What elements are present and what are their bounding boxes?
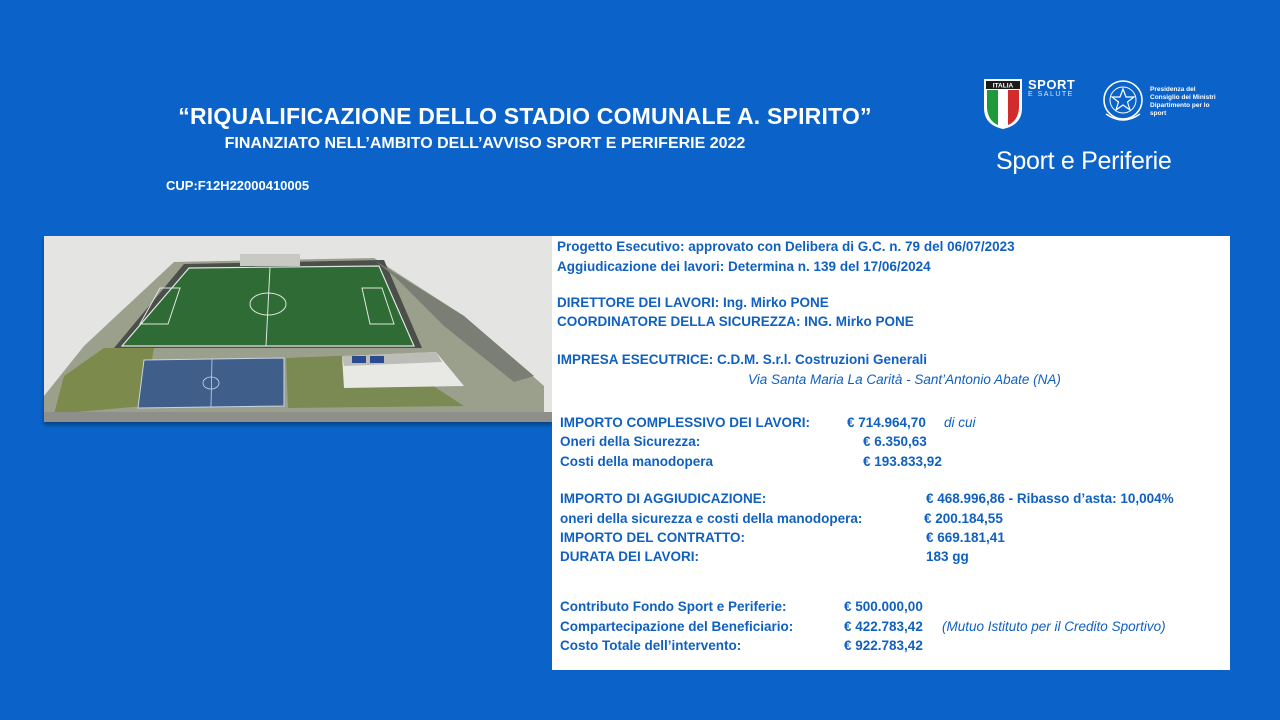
cup-code: CUP:F12H22000410005 [166, 178, 310, 193]
contributo-fondo-value: € 500.000,00 [844, 599, 923, 614]
compartecipazione-value: € 422.783,42 [844, 619, 923, 634]
costi-manodopera-label: Costi della manodopera [560, 454, 714, 469]
importo-complessivo-value: € 714.964,70 [847, 415, 926, 430]
sport-logo-sub: E SALUTE [1028, 91, 1074, 98]
compartecipazione-label: Compartecipazione del Beneficiario: [560, 619, 794, 634]
project-info-panel [552, 236, 1230, 670]
sport-periferie-logo: Sport e Periferie [996, 147, 1172, 175]
progetto-esecutivo-text: Progetto Esecutivo: approvato con Delibera di G.C. n. 79 del 06/07/2023 [557, 239, 1015, 254]
impresa-esecutrice-text: IMPRESA ESECUTRICE: C.D.M. S.r.l. Costruzioni Generali [557, 352, 928, 367]
oneri-sicurezza-label: Oneri della Sicurezza: [560, 434, 701, 449]
oneri-costi-label: oneri della sicurezza e costi della manodopera: [560, 511, 863, 526]
costi-manodopera-value: € 193.833,92 [863, 454, 942, 469]
impresa-address-text: Via Santa Maria La Carità - Sant’Antonio Abate (NA) [748, 372, 1061, 387]
pcm-logo-text: Presidenza del Consiglio dei Ministri Dipartimento per lo sport [1150, 86, 1216, 117]
contributo-fondo-label: Contributo Fondo Sport e Periferie: [560, 599, 787, 614]
importo-contratto-value: € 669.181,41 [926, 530, 1005, 545]
slide-title: “RIQUALIFICAZIONE DELLO STADIO COMUNALE A. SPIRITO” [178, 103, 872, 129]
stadium-render-illustration [44, 236, 552, 422]
importo-complessivo-note: di cui [944, 415, 976, 430]
durata-lavori-value: 183 gg [926, 549, 969, 564]
italia-shield-icon [983, 78, 1023, 130]
stadium-render-image [44, 236, 552, 422]
oneri-costi-value: € 200.184,55 [924, 511, 1003, 526]
republic-emblem-icon [1100, 76, 1146, 126]
importo-contratto-label: IMPORTO DEL CONTRATTO: [560, 530, 745, 545]
slide-subtitle: FINANZIATO NELL’AMBITO DELL’AVVISO SPORT E PERIFERIE 2022 [224, 135, 746, 152]
sport-logo-label: SPORT [1028, 77, 1076, 92]
italia-label: ITALIA [992, 82, 1014, 90]
direttore-lavori-text: DIRETTORE DEI LAVORI: Ing. Mirko PONE [557, 295, 829, 310]
importo-aggiudicazione-label: IMPORTO DI AGGIUDICAZIONE: [560, 491, 767, 506]
coordinatore-sicurezza-text: COORDINATORE DELLA SICUREZZA: ING. Mirko PONE [557, 314, 914, 329]
compartecipazione-note: (Mutuo Istituto per il Credito Sportivo) [942, 619, 1166, 634]
durata-lavori-label: DURATA DEI LAVORI: [560, 549, 699, 564]
costo-totale-label: Costo Totale dell’intervento: [560, 638, 742, 653]
importo-aggiudicazione-value: € 468.996,86 - Ribasso d’asta: 10,004% [926, 491, 1174, 506]
logos-block [980, 72, 1230, 182]
importo-complessivo-label: IMPORTO COMPLESSIVO DEI LAVORI: [560, 415, 811, 430]
aggiudicazione-text: Aggiudicazione dei lavori: Determina n. 139 del 17/06/2024 [557, 259, 931, 274]
oneri-sicurezza-value: € 6.350,63 [863, 434, 927, 449]
costo-totale-value: € 922.783,42 [844, 638, 923, 653]
